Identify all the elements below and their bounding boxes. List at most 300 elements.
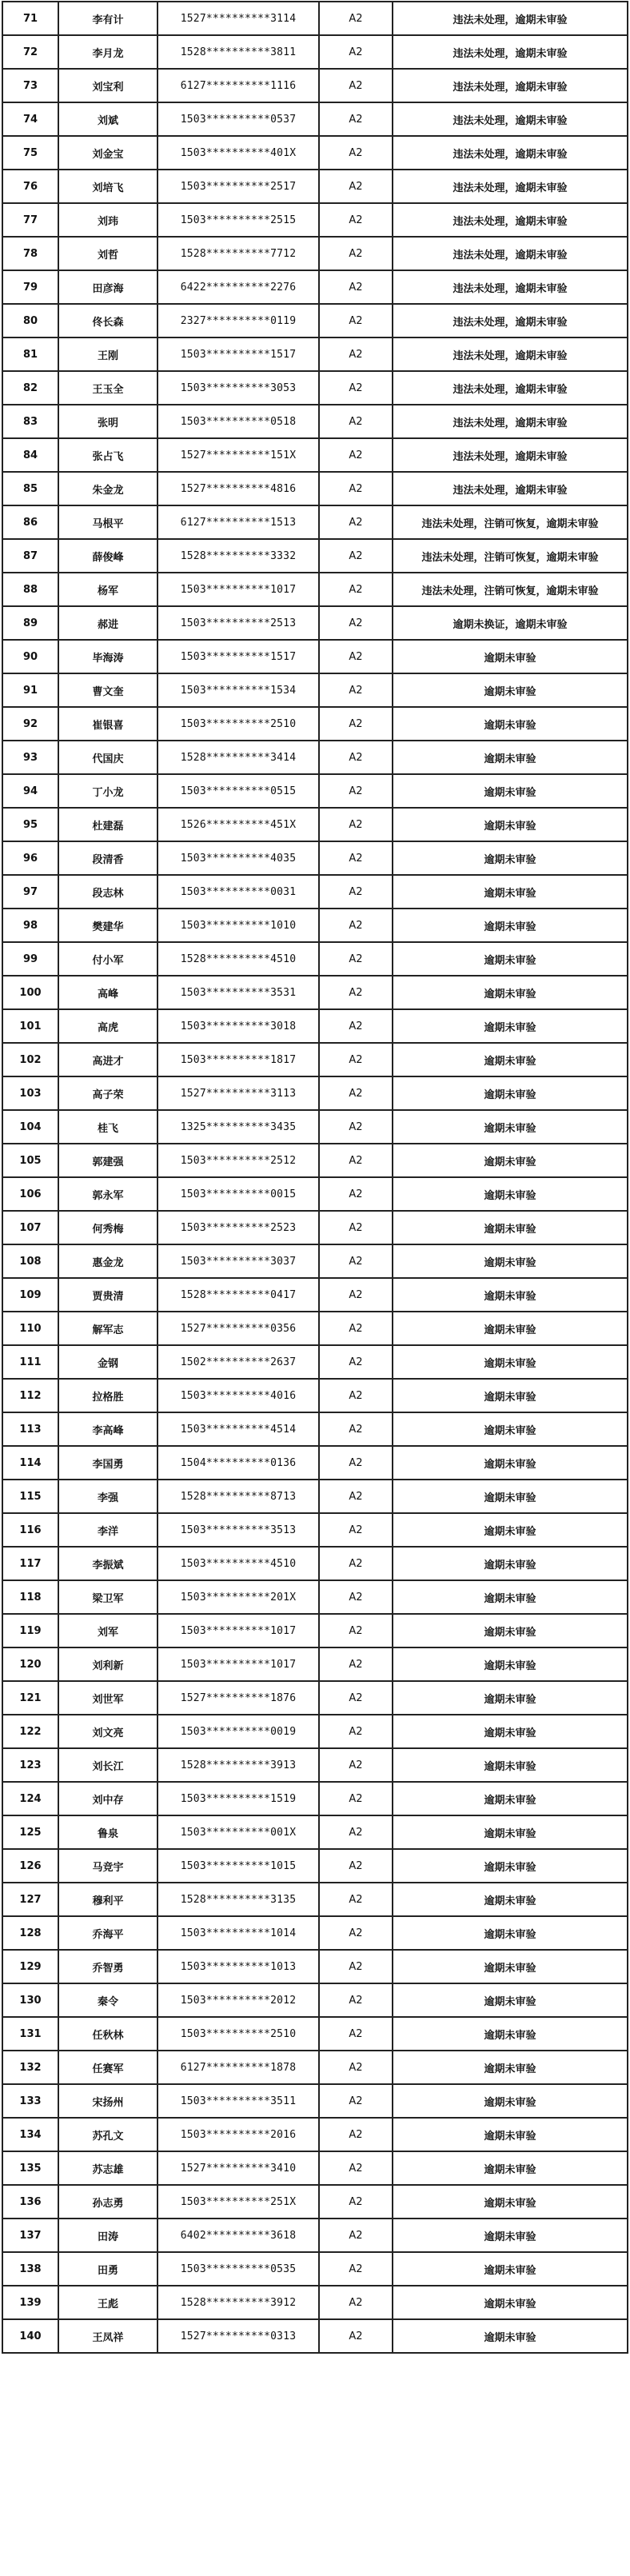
license-status: 违法未处理，逾期未审验 xyxy=(393,203,628,237)
license-status: 违法未处理，逾期未审验 xyxy=(393,270,628,304)
driver-name: 郭永军 xyxy=(58,1177,158,1211)
driver-name: 李强 xyxy=(58,1480,158,1513)
license-status: 逾期未审验 xyxy=(393,2185,628,2219)
license-class: A2 xyxy=(319,1043,393,1076)
driver-name: 刘中存 xyxy=(58,1782,158,1815)
id-number: 2327**********0119 xyxy=(158,304,319,337)
id-number: 1503**********3018 xyxy=(158,1009,319,1043)
id-number: 1527**********151X xyxy=(158,438,319,472)
license-class: A2 xyxy=(319,875,393,909)
license-status: 逾期未审验 xyxy=(393,1916,628,1950)
row-number: 135 xyxy=(2,2151,58,2185)
license-class: A2 xyxy=(319,640,393,673)
license-status: 逾期未审验 xyxy=(393,2286,628,2319)
row-number: 136 xyxy=(2,2185,58,2219)
row-number: 108 xyxy=(2,1244,58,1278)
table-row xyxy=(2,640,628,673)
license-class: A2 xyxy=(319,1580,393,1614)
license-status: 违法未处理，逾期未审验 xyxy=(393,136,628,170)
row-number: 111 xyxy=(2,1345,58,1379)
driver-name: 王彪 xyxy=(58,2286,158,2319)
row-number: 72 xyxy=(2,35,58,69)
id-number: 1504**********0136 xyxy=(158,1446,319,1480)
license-status: 逾期未审验 xyxy=(393,1849,628,1883)
id-number: 1503**********1517 xyxy=(158,337,319,371)
driver-name: 王凤祥 xyxy=(58,2319,158,2353)
row-number: 140 xyxy=(2,2319,58,2353)
driver-name: 解军志 xyxy=(58,1312,158,1345)
license-class: A2 xyxy=(319,1849,393,1883)
row-number: 119 xyxy=(2,1614,58,1647)
driver-name: 朱金龙 xyxy=(58,472,158,505)
id-number: 1503**********0031 xyxy=(158,875,319,909)
id-number: 1528**********4510 xyxy=(158,942,319,976)
id-number: 1528**********0417 xyxy=(158,1278,319,1312)
id-number: 1503**********3053 xyxy=(158,371,319,405)
driver-name: 杨军 xyxy=(58,573,158,606)
license-class: A2 xyxy=(319,1681,393,1715)
table-row xyxy=(2,1076,628,1110)
table-row xyxy=(2,1513,628,1547)
id-number: 1503**********2012 xyxy=(158,1983,319,2017)
id-number: 1503**********2513 xyxy=(158,606,319,640)
id-number: 1503**********0515 xyxy=(158,774,319,808)
table-row xyxy=(2,371,628,405)
row-number: 96 xyxy=(2,841,58,875)
license-status: 逾期未审验 xyxy=(393,1815,628,1849)
driver-name: 刘斌 xyxy=(58,102,158,136)
id-number: 1503**********3513 xyxy=(158,1513,319,1547)
license-class: A2 xyxy=(319,1446,393,1480)
license-status: 违法未处理，逾期未审验 xyxy=(393,170,628,203)
row-number: 133 xyxy=(2,2084,58,2118)
id-number: 1503**********2523 xyxy=(158,1211,319,1244)
driver-name: 秦令 xyxy=(58,1983,158,2017)
license-class: A2 xyxy=(319,606,393,640)
driver-name: 刘宝利 xyxy=(58,69,158,102)
id-number: 1503**********2510 xyxy=(158,2017,319,2051)
row-number: 137 xyxy=(2,2219,58,2252)
license-status: 逾期未审验 xyxy=(393,707,628,741)
driver-name: 薛俊峰 xyxy=(58,539,158,573)
id-number: 1503**********0535 xyxy=(158,2252,319,2286)
row-number: 129 xyxy=(2,1950,58,1983)
license-class: A2 xyxy=(319,673,393,707)
row-number: 79 xyxy=(2,270,58,304)
license-status: 逾期未审验 xyxy=(393,673,628,707)
license-class: A2 xyxy=(319,1513,393,1547)
license-class: A2 xyxy=(319,170,393,203)
license-status: 逾期未审验 xyxy=(393,1983,628,2017)
driver-name: 王玉全 xyxy=(58,371,158,405)
id-number: 1527**********3114 xyxy=(158,2,319,35)
table-row xyxy=(2,1144,628,1177)
record-sheet xyxy=(2,1,627,2354)
license-status: 逾期未审验 xyxy=(393,1547,628,1580)
row-number: 114 xyxy=(2,1446,58,1480)
table-row xyxy=(2,1715,628,1748)
license-status: 逾期未审验 xyxy=(393,1580,628,1614)
license-class: A2 xyxy=(319,472,393,505)
driver-name: 李高峰 xyxy=(58,1412,158,1446)
id-number: 1503**********2512 xyxy=(158,1144,319,1177)
row-number: 89 xyxy=(2,606,58,640)
row-number: 86 xyxy=(2,505,58,539)
license-class: A2 xyxy=(319,2051,393,2084)
license-class: A2 xyxy=(319,2319,393,2353)
license-status: 逾期未审验 xyxy=(393,1614,628,1647)
row-number: 115 xyxy=(2,1480,58,1513)
license-class: A2 xyxy=(319,976,393,1009)
driver-name: 田勇 xyxy=(58,2252,158,2286)
id-number: 6402**********3618 xyxy=(158,2219,319,2252)
driver-name: 何秀梅 xyxy=(58,1211,158,1244)
driver-name: 乔海平 xyxy=(58,1916,158,1950)
id-number: 1325**********3435 xyxy=(158,1110,319,1144)
row-number: 99 xyxy=(2,942,58,976)
license-class: A2 xyxy=(319,707,393,741)
license-class: A2 xyxy=(319,2185,393,2219)
driver-name: 郭建强 xyxy=(58,1144,158,1177)
table-row xyxy=(2,976,628,1009)
row-number: 122 xyxy=(2,1715,58,1748)
driver-name: 李月龙 xyxy=(58,35,158,69)
driver-name: 郝进 xyxy=(58,606,158,640)
driver-name: 宋扬州 xyxy=(58,2084,158,2118)
id-number: 1503**********001X xyxy=(158,1815,319,1849)
id-number: 1503**********1817 xyxy=(158,1043,319,1076)
license-class: A2 xyxy=(319,2286,393,2319)
id-number: 1503**********3511 xyxy=(158,2084,319,2118)
id-number: 1503**********4514 xyxy=(158,1412,319,1446)
table-row xyxy=(2,808,628,841)
table-row xyxy=(2,1412,628,1446)
driver-name: 苏孔文 xyxy=(58,2118,158,2151)
driver-name: 刘文亮 xyxy=(58,1715,158,1748)
table-row xyxy=(2,1580,628,1614)
table-row xyxy=(2,1647,628,1681)
license-status: 逾期未审验 xyxy=(393,1177,628,1211)
driver-name: 刘长江 xyxy=(58,1748,158,1782)
table-row xyxy=(2,2252,628,2286)
row-number: 102 xyxy=(2,1043,58,1076)
id-number: 1503**********1013 xyxy=(158,1950,319,1983)
license-class: A2 xyxy=(319,405,393,438)
row-number: 106 xyxy=(2,1177,58,1211)
table-row xyxy=(2,1681,628,1715)
id-number: 1503**********4510 xyxy=(158,1547,319,1580)
id-number: 1528**********8713 xyxy=(158,1480,319,1513)
license-status: 逾期未审验 xyxy=(393,1379,628,1412)
license-class: A2 xyxy=(319,1211,393,1244)
license-class: A2 xyxy=(319,2219,393,2252)
license-status: 逾期未审验 xyxy=(393,1412,628,1446)
driver-name: 李有计 xyxy=(58,2,158,35)
id-number: 1528**********3912 xyxy=(158,2286,319,2319)
id-number: 1503**********2016 xyxy=(158,2118,319,2151)
license-status: 逾期未审验 xyxy=(393,942,628,976)
table-row xyxy=(2,69,628,102)
row-number: 121 xyxy=(2,1681,58,1715)
license-status: 逾期未审验 xyxy=(393,1681,628,1715)
id-number: 1503**********251X xyxy=(158,2185,319,2219)
license-status: 逾期未审验 xyxy=(393,1446,628,1480)
license-class: A2 xyxy=(319,1950,393,1983)
license-class: A2 xyxy=(319,1547,393,1580)
table-row xyxy=(2,2151,628,2185)
license-status: 违法未处理，逾期未审验 xyxy=(393,438,628,472)
row-number: 73 xyxy=(2,69,58,102)
license-status: 违法未处理，逾期未审验 xyxy=(393,2,628,35)
license-status: 违法未处理，逾期未审验 xyxy=(393,337,628,371)
row-number: 103 xyxy=(2,1076,58,1110)
driver-name: 贾贵清 xyxy=(58,1278,158,1312)
id-number: 6422**********2276 xyxy=(158,270,319,304)
license-status: 逾期未审验 xyxy=(393,741,628,774)
table-row xyxy=(2,1278,628,1312)
license-status: 违法未处理，逾期未审验 xyxy=(393,35,628,69)
row-number: 78 xyxy=(2,237,58,270)
driver-name: 刘培飞 xyxy=(58,170,158,203)
license-status: 逾期未审验 xyxy=(393,1748,628,1782)
table-row xyxy=(2,942,628,976)
license-class: A2 xyxy=(319,1177,393,1211)
table-row xyxy=(2,2118,628,2151)
license-status: 逾期未审验 xyxy=(393,2219,628,2252)
table-row xyxy=(2,2319,628,2353)
table-row xyxy=(2,1446,628,1480)
license-status: 逾期未审验 xyxy=(393,1883,628,1916)
license-class: A2 xyxy=(319,102,393,136)
driver-name: 刘世军 xyxy=(58,1681,158,1715)
table-row xyxy=(2,1312,628,1345)
table-row xyxy=(2,774,628,808)
driver-name: 刘军 xyxy=(58,1614,158,1647)
row-number: 98 xyxy=(2,909,58,942)
table-row xyxy=(2,1883,628,1916)
table-row xyxy=(2,2017,628,2051)
driver-name: 代国庆 xyxy=(58,741,158,774)
id-number: 1503**********1519 xyxy=(158,1782,319,1815)
id-number: 1527**********1876 xyxy=(158,1681,319,1715)
license-status: 逾期未审验 xyxy=(393,774,628,808)
driver-name: 穆利平 xyxy=(58,1883,158,1916)
driver-name: 桂飞 xyxy=(58,1110,158,1144)
row-number: 116 xyxy=(2,1513,58,1547)
table-row xyxy=(2,136,628,170)
driver-name: 任赛军 xyxy=(58,2051,158,2084)
table-row xyxy=(2,1748,628,1782)
driver-name: 苏志雄 xyxy=(58,2151,158,2185)
id-number: 1503**********0518 xyxy=(158,405,319,438)
license-class: A2 xyxy=(319,1983,393,2017)
license-status: 逾期未审验 xyxy=(393,2319,628,2353)
id-number: 1503**********1017 xyxy=(158,573,319,606)
driver-name: 刘玮 xyxy=(58,203,158,237)
id-number: 1527**********3113 xyxy=(158,1076,319,1110)
row-number: 76 xyxy=(2,170,58,203)
row-number: 105 xyxy=(2,1144,58,1177)
id-number: 1528**********3135 xyxy=(158,1883,319,1916)
license-class: A2 xyxy=(319,1815,393,1849)
license-class: A2 xyxy=(319,2017,393,2051)
table-row xyxy=(2,1379,628,1412)
table-row xyxy=(2,909,628,942)
table-row xyxy=(2,2051,628,2084)
table-row xyxy=(2,573,628,606)
driver-name: 付小军 xyxy=(58,942,158,976)
row-number: 139 xyxy=(2,2286,58,2319)
license-class: A2 xyxy=(319,1379,393,1412)
license-class: A2 xyxy=(319,505,393,539)
license-status: 逾期未审验 xyxy=(393,1144,628,1177)
row-number: 87 xyxy=(2,539,58,573)
driver-name: 刘利新 xyxy=(58,1647,158,1681)
row-number: 88 xyxy=(2,573,58,606)
license-class: A2 xyxy=(319,2151,393,2185)
license-class: A2 xyxy=(319,741,393,774)
row-number: 100 xyxy=(2,976,58,1009)
license-status: 逾期未审验 xyxy=(393,976,628,1009)
row-number: 110 xyxy=(2,1312,58,1345)
table-row xyxy=(2,1849,628,1883)
driver-name: 拉格胜 xyxy=(58,1379,158,1412)
license-class: A2 xyxy=(319,841,393,875)
id-number: 1503**********4035 xyxy=(158,841,319,875)
license-class: A2 xyxy=(319,1614,393,1647)
table-row xyxy=(2,2286,628,2319)
license-status: 逾期未审验 xyxy=(393,2151,628,2185)
table-row xyxy=(2,1614,628,1647)
license-status: 违法未处理，逾期未审验 xyxy=(393,472,628,505)
table-row xyxy=(2,505,628,539)
driver-name: 杜建磊 xyxy=(58,808,158,841)
license-class: A2 xyxy=(319,1110,393,1144)
id-number: 1503**********401X xyxy=(158,136,319,170)
row-number: 109 xyxy=(2,1278,58,1312)
license-class: A2 xyxy=(319,304,393,337)
driver-name: 李洋 xyxy=(58,1513,158,1547)
driver-name: 王刚 xyxy=(58,337,158,371)
license-status: 违法未处理，逾期未审验 xyxy=(393,102,628,136)
table-row xyxy=(2,1815,628,1849)
table-row xyxy=(2,237,628,270)
driver-name: 李国勇 xyxy=(58,1446,158,1480)
id-number: 1503**********1534 xyxy=(158,673,319,707)
row-number: 132 xyxy=(2,2051,58,2084)
license-class: A2 xyxy=(319,1244,393,1278)
row-number: 93 xyxy=(2,741,58,774)
row-number: 131 xyxy=(2,2017,58,2051)
driver-name: 佟长森 xyxy=(58,304,158,337)
row-number: 138 xyxy=(2,2252,58,2286)
id-number: 6127**********1513 xyxy=(158,505,319,539)
license-class: A2 xyxy=(319,1144,393,1177)
license-class: A2 xyxy=(319,203,393,237)
driver-name: 高进才 xyxy=(58,1043,158,1076)
driver-name: 梁卫军 xyxy=(58,1580,158,1614)
table-row xyxy=(2,337,628,371)
license-class: A2 xyxy=(319,1345,393,1379)
license-class: A2 xyxy=(319,1076,393,1110)
driver-name: 丁小龙 xyxy=(58,774,158,808)
driver-name: 樊建华 xyxy=(58,909,158,942)
license-class: A2 xyxy=(319,1412,393,1446)
license-status: 逾期未审验 xyxy=(393,1715,628,1748)
table-row xyxy=(2,1547,628,1580)
id-number: 1503**********2510 xyxy=(158,707,319,741)
driver-name: 惠金龙 xyxy=(58,1244,158,1278)
table-row xyxy=(2,1177,628,1211)
table-row xyxy=(2,1345,628,1379)
driver-name: 田彦海 xyxy=(58,270,158,304)
license-status: 逾期未审验 xyxy=(393,1513,628,1547)
id-number: 1503**********3531 xyxy=(158,976,319,1009)
driver-name: 任秋林 xyxy=(58,2017,158,2051)
id-number: 1503**********0015 xyxy=(158,1177,319,1211)
row-number: 91 xyxy=(2,673,58,707)
table-row xyxy=(2,707,628,741)
table-row xyxy=(2,2219,628,2252)
license-status: 逾期未审验 xyxy=(393,1110,628,1144)
license-status: 逾期未审验 xyxy=(393,1480,628,1513)
license-status: 违法未处理，逾期未审验 xyxy=(393,237,628,270)
table-row xyxy=(2,35,628,69)
table-row xyxy=(2,539,628,573)
id-number: 1528**********3913 xyxy=(158,1748,319,1782)
row-number: 97 xyxy=(2,875,58,909)
row-number: 101 xyxy=(2,1009,58,1043)
license-class: A2 xyxy=(319,573,393,606)
table-row xyxy=(2,1043,628,1076)
row-number: 130 xyxy=(2,1983,58,2017)
id-number: 1503**********201X xyxy=(158,1580,319,1614)
license-class: A2 xyxy=(319,539,393,573)
license-class: A2 xyxy=(319,1916,393,1950)
license-status: 违法未处理，注销可恢复，逾期未审验 xyxy=(393,505,628,539)
id-number: 1503**********1010 xyxy=(158,909,319,942)
table-row xyxy=(2,1009,628,1043)
id-number: 1503**********3037 xyxy=(158,1244,319,1278)
license-class: A2 xyxy=(319,1480,393,1513)
id-number: 6127**********1878 xyxy=(158,2051,319,2084)
license-class: A2 xyxy=(319,136,393,170)
id-number: 1503**********2515 xyxy=(158,203,319,237)
table-row xyxy=(2,1110,628,1144)
driver-name: 马根平 xyxy=(58,505,158,539)
table-row xyxy=(2,1211,628,1244)
row-number: 104 xyxy=(2,1110,58,1144)
license-class: A2 xyxy=(319,1748,393,1782)
table-row xyxy=(2,472,628,505)
license-status: 逾期未审验 xyxy=(393,1782,628,1815)
row-number: 128 xyxy=(2,1916,58,1950)
id-number: 1527**********4816 xyxy=(158,472,319,505)
driver-name: 张占飞 xyxy=(58,438,158,472)
license-class: A2 xyxy=(319,1278,393,1312)
table-row xyxy=(2,1244,628,1278)
license-status: 逾期未审验 xyxy=(393,909,628,942)
table-row xyxy=(2,304,628,337)
row-number: 90 xyxy=(2,640,58,673)
driver-name: 高峰 xyxy=(58,976,158,1009)
table-row xyxy=(2,270,628,304)
row-number: 123 xyxy=(2,1748,58,1782)
driver-name: 刘金宝 xyxy=(58,136,158,170)
table-row xyxy=(2,438,628,472)
table-body xyxy=(2,2,628,2353)
driver-name: 鲁泉 xyxy=(58,1815,158,1849)
